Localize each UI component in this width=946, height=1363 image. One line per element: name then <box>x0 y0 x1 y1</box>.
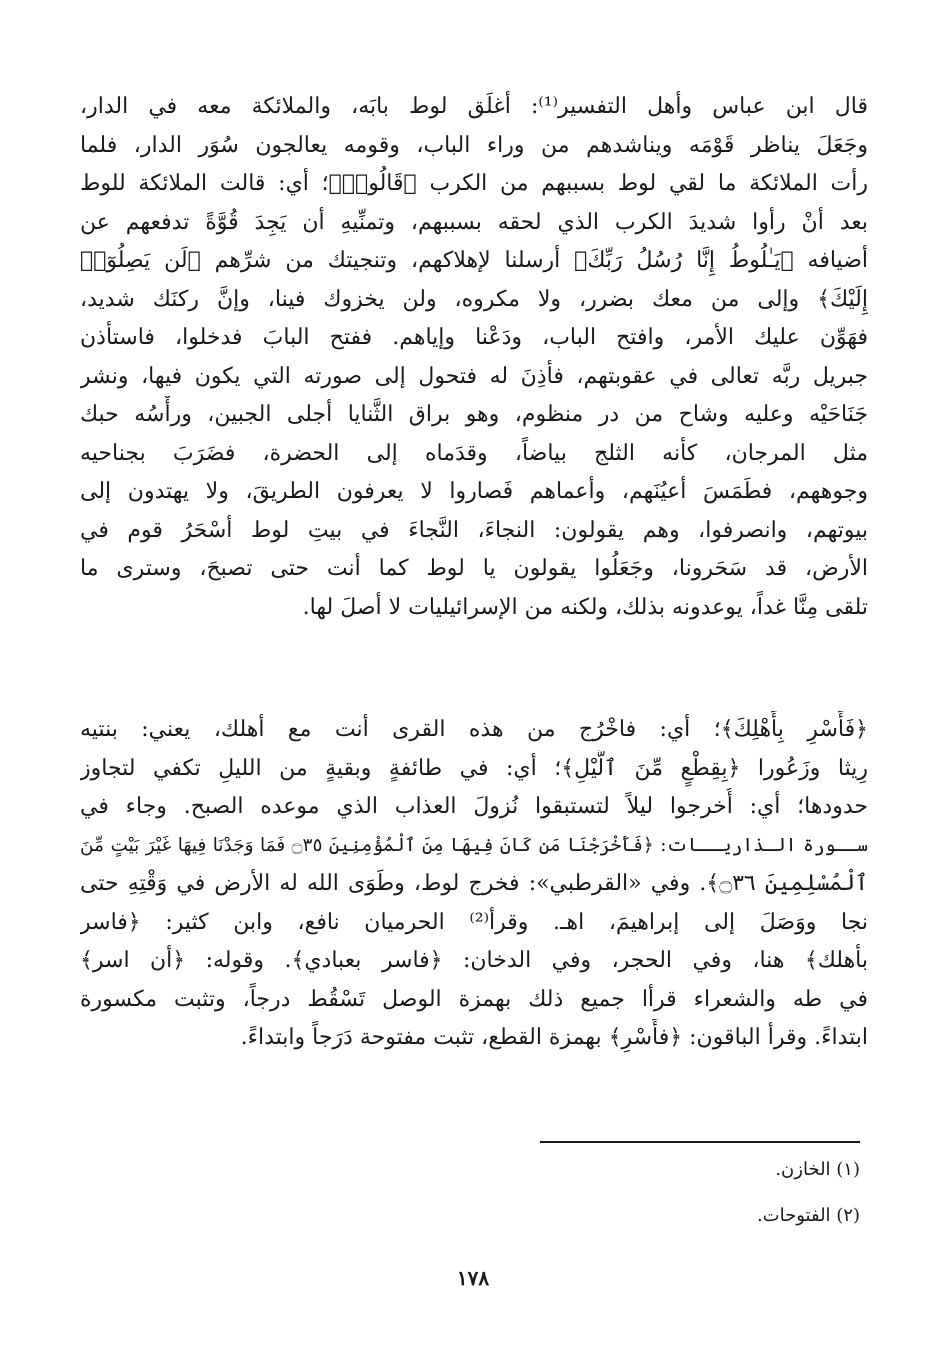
text-line: ابتداءً. وقرأ الباقون: ﴿فأَسْرِ﴾ بهمزة القطع، تثبت مفتوحة دَرَجاً وابتداءً. <box>240 1025 868 1050</box>
text-line: إِلَيْكَ﴾ وإلى من معك بضرر، ولا مكروه، ولن يخزوك فينا، وإنَّ ركنَك شديد، <box>80 286 868 312</box>
text-line: الأرض، قد سَحَرونا، وجَعَلُوا يقولون يا لوط كما أنت حتى تصبحَ، وسترى ما <box>80 556 868 581</box>
text-line: فهَوِّن عليك الأمر، وافتح الباب، ودَعْنا وإياهم. ففتح البابَ فدخلوا، فاستأذن <box>80 325 868 350</box>
text-line: مثل المرجان، كأنه الثلج بياضاً، وقدَماه إلى الحضرة، فضَرَبَ بجناحيه <box>80 440 868 466</box>
text-line: جَنَاحَيْه وعليه وشاح من در منظوم، وهو براق الثَّنايا أجلى الجبين، ورأْسُه حبك <box>80 402 868 427</box>
text-line: جبريل ربَّه تعالى في عقوبتهم، فأذِنَ له فتحول إلى صورته التي يكون فيها، ونشر <box>80 363 868 389</box>
footnote-divider <box>540 1141 860 1143</box>
text-line: في طه والشعراء قرأا جميع ذلك بهمزة الوصل تَسْقُط درجاً، وتثبت مكسورة <box>80 986 868 1012</box>
text-line: بأهلك﴾ هنا، وفي الحجر، وفي الدخان: ﴿فاسر بعبادي﴾. وقوله: ﴿أن اسر﴾ <box>80 948 868 973</box>
text-line: ٱلْمُسْلِمِينَ ۝٣٦﴾. وفي «القرطبي»: فخرج لوط، وطَوَى الله له الأرض في وَقْتِهِ حتى <box>80 871 868 896</box>
text-line: وجوههم، فطَمَسَ أعيُنَهم، وأعماهم فَصاروا لا يعرفون الطريقَ، ولا يهتدون إلى <box>80 479 868 504</box>
text-line: رِيثا وزَعُورا ﴿بِقِطْعٍ مِّنَ ٱلَّيْلِ﴾؛ أي: في طائفةٍ وبقيةٍ من الليلِ تكفي لتجاوز <box>80 755 868 781</box>
text-line: بيوتهم، وانصرفوا، وهم يقولون: النجاءَ، النَّجاءَ في بيتِ لوط أسْحَرُ قوم في <box>80 517 868 543</box>
text-line: ســورة الـذاريــات: ﴿فَأَخْرَجْنَا مَن كَانَ فِيهَا مِنَ ٱلْمُؤْمِنِينَ ۝٣٥ فَمَا وَجَدْنَا فِيهَا غَيْرَ بَيْتٍ مِّنَ <box>80 834 868 856</box>
text-line: ﴿فَأَسْرِ بِأَهْلِكَ﴾؛ أي: فاخْرُج من هذه القرى أنت مع أهلك، يعني: بنتيه <box>80 717 868 742</box>
text-line: وجَعَلَ يناظر قَوْمَه ويناشدهم من وراء الباب، وقومه يعالجون سُوَر الدار، فلما <box>80 132 868 158</box>
page-number: ١٧٨ <box>456 1266 490 1290</box>
footnote-2: (٢) الفتوحات. <box>756 1205 860 1226</box>
text-line: حدودها؛ أي: أُخرجوا ليلاً لتستبقوا نُزولَ العذاب الذي موعده الصبح. وجاء في <box>80 794 868 819</box>
text-line: نجا ووَصَلَ إلى إبراهيمَ، اهـ. وقرأ⁽²⁾ الحرميان نافع، وابن كثير: ﴿فاسر <box>80 909 868 935</box>
text-line: بعد أنْ رأوا شديدَ الكرب الذي لحقه بسببهم، وتمنِّيهِ أن يَجِدَ قُوَّةً تدفعهم عن <box>80 209 868 235</box>
text-line: قال ابن عباس وأهل التفسير⁽¹⁾: أغلَق لوط بابَه، والملائكة معه في الدار، <box>80 94 868 119</box>
body-paragraph-1 <box>80 88 868 627</box>
text-line: أضيافه ﴿يَـٰلُوطُ إِنَّا رُسُلُ رَبِّكَ﴾ أرسلنا لإهلاكهم، وتنجيتك من شرِّهم ﴿لَن يَصِلُوٓا۟ <box>80 248 868 273</box>
footnote-1: (١) الخازن. <box>775 1159 860 1180</box>
text-line: تلقى مِنَّا غداً، يوعدونه بذلك، ولكنه من الإسرائيليات لا أصلَ لها. <box>302 594 868 620</box>
body-paragraph-2 <box>80 711 868 1058</box>
text-line: رأت الملائكة ما لقي لوط بسببهم من الكرب ﴿قَالُوا۟﴾؛ أي: قالت الملائكة للوط <box>80 171 868 196</box>
